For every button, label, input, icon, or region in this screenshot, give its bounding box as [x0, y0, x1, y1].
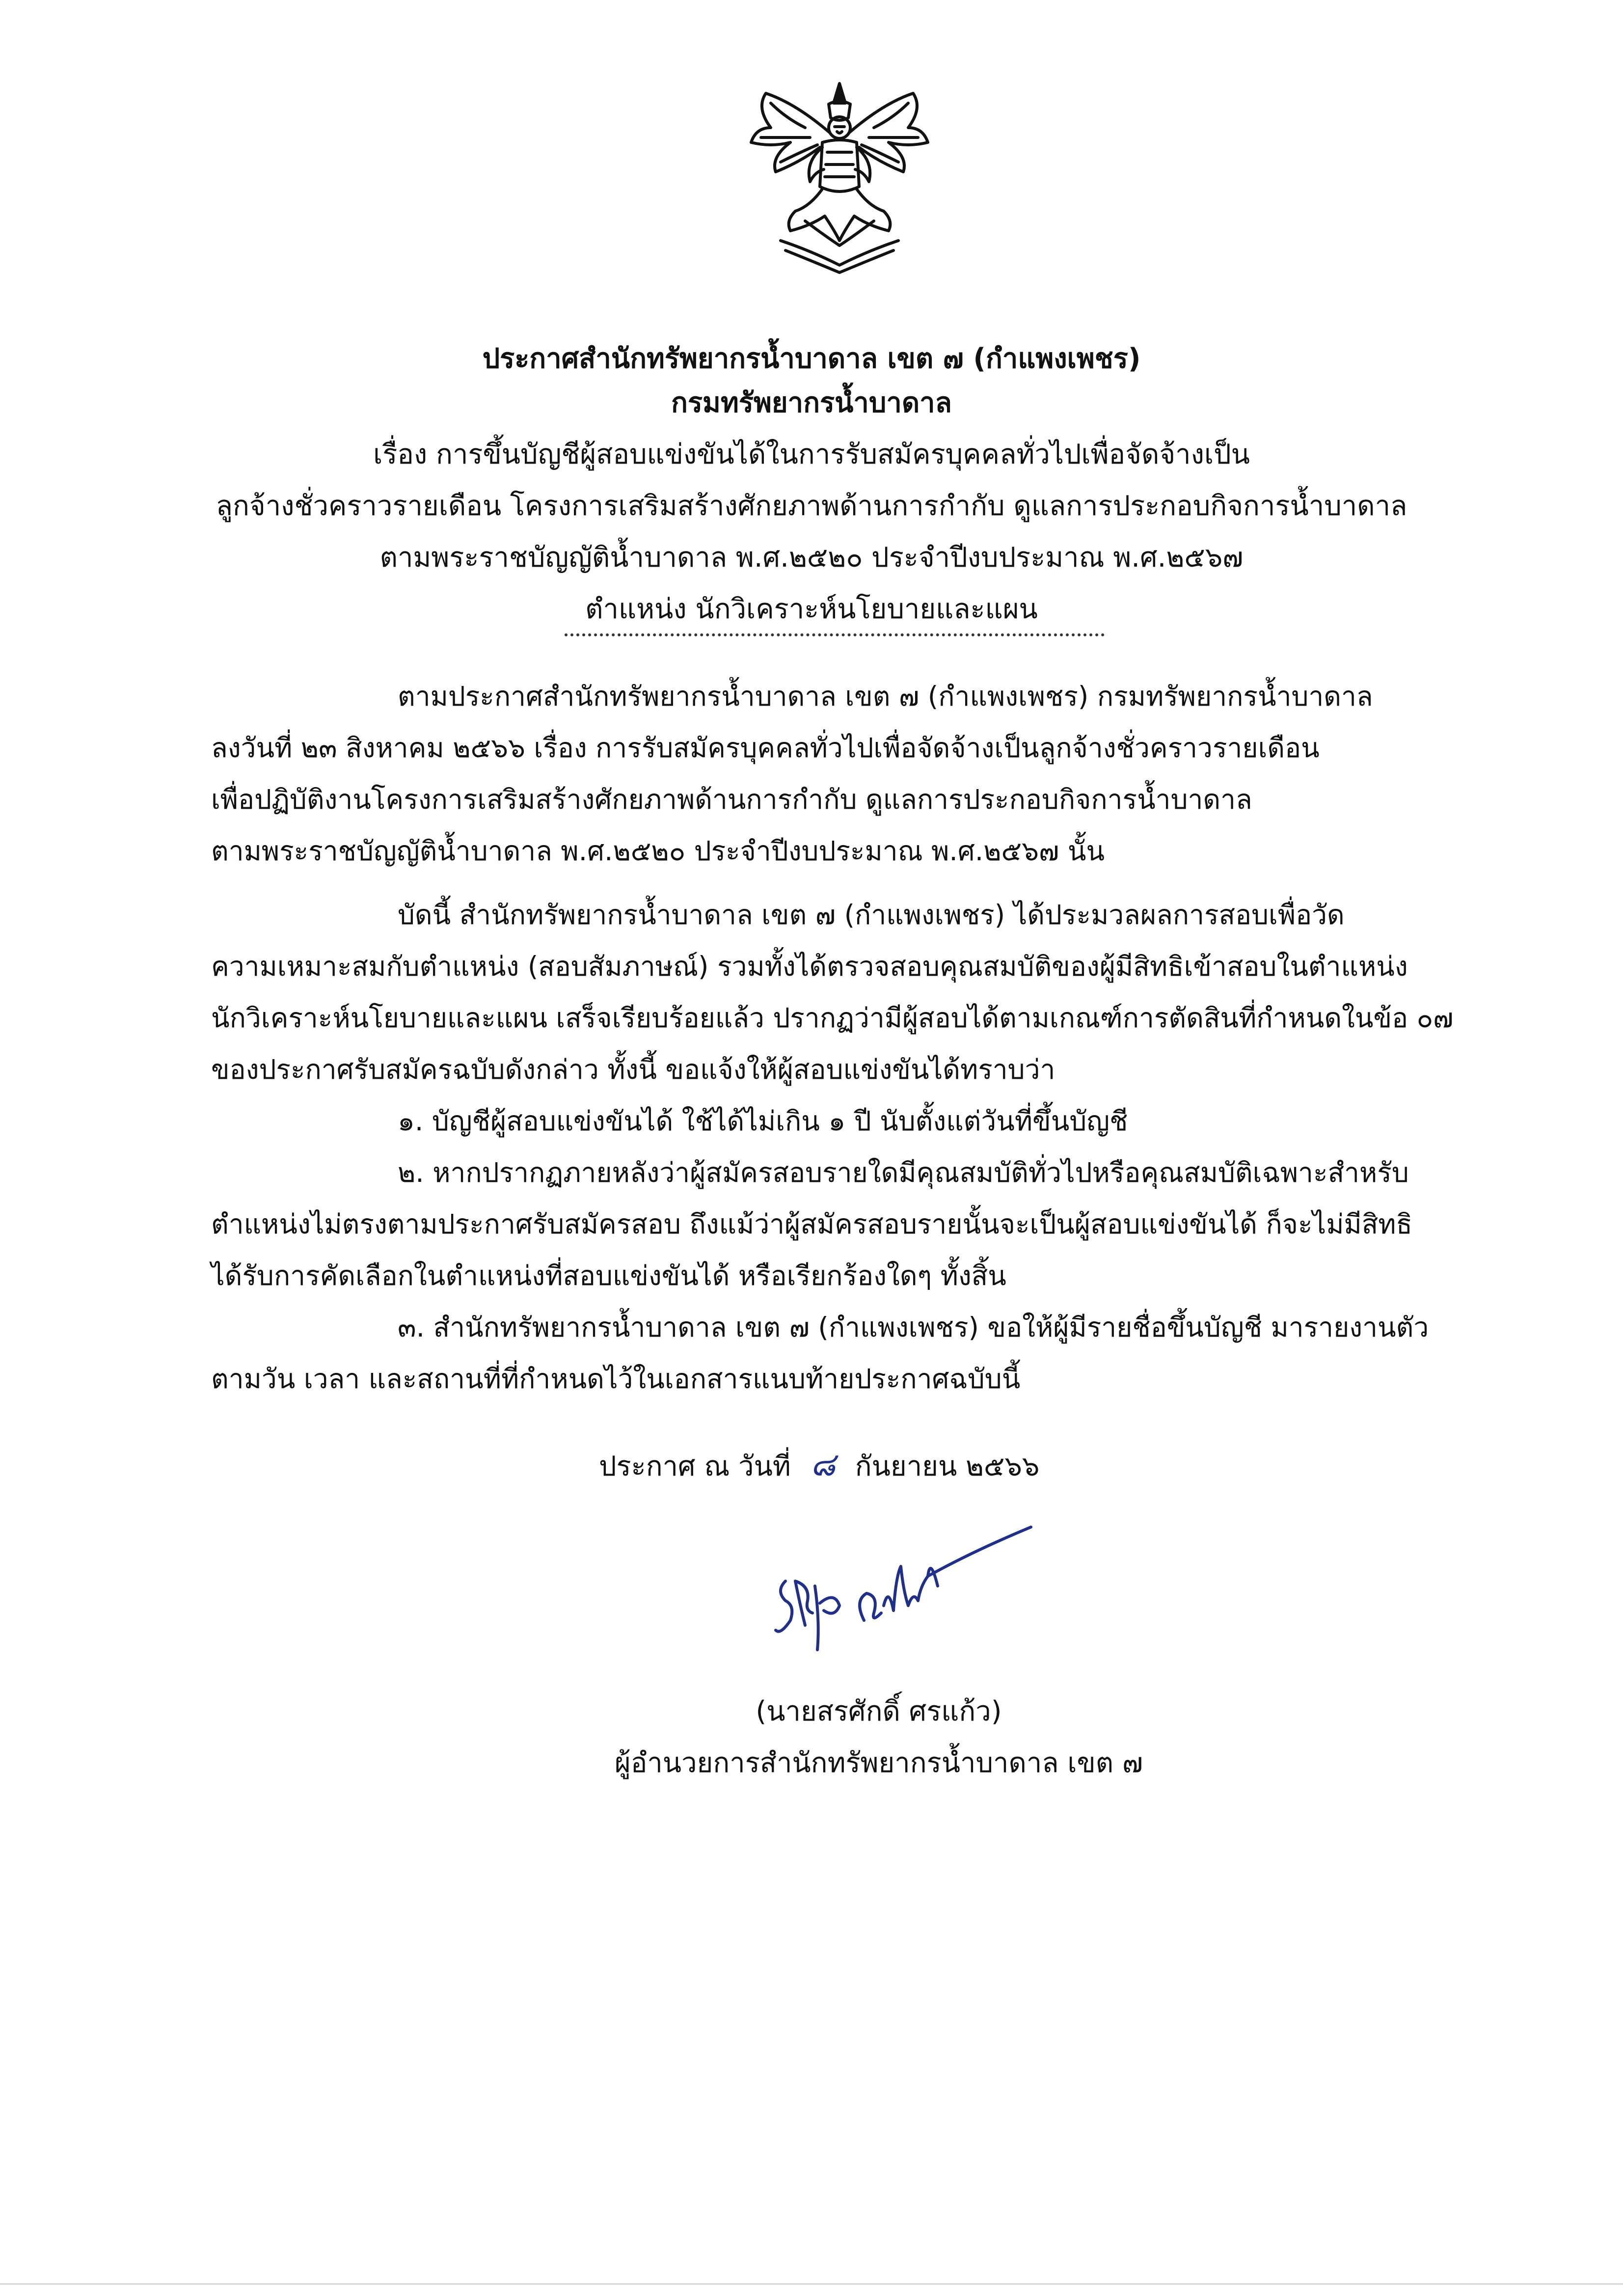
- paragraph-1-line-3: เพื่อปฏิบัติงานโครงการเสริมสร้างศักยภาพด้านการกำกับ ดูแลการประกอบกิจการน้ำบาดาล: [211, 784, 1252, 815]
- paragraph-2-line-2: ความเหมาะสมกับตำแหน่ง (สอบสัมภาษณ์) รวมทั้งได้ตรวจสอบคุณสมบัติของผู้มีสิทธิเข้าสอบในตำแหน่ง: [211, 951, 1408, 982]
- signatory-title: ผู้อำนวยการสำนักทรัพยากรน้ำบาดาล เขต ๗: [614, 1747, 1143, 1779]
- announcement-date: [599, 1439, 1039, 1490]
- paragraph-1-line-2: ลงวันที่ ๒๓ สิงหาคม ๒๕๖๖ เรื่อง การรับสมัครบุคคลทั่วไปเพื่อจัดจ้างเป็นลูกจ้างชั่วคราวรายเดือน: [211, 732, 1320, 764]
- subject-line-2: ลูกจ้างชั่วคราวรายเดือน โครงการเสริมสร้างศักยภาพด้านการกำกับ ดูแลการประกอบกิจการน้ำบาดาล: [216, 490, 1407, 522]
- department-heading: กรมทรัพยากรน้ำบาดาล: [671, 387, 952, 419]
- item-2-line-1: ๒. หากปรากฏภายหลังว่าผู้สมัครสอบรายใดมีคุณสมบัติทั่วไปหรือคุณสมบัติเฉพาะสำหรับ: [398, 1157, 1409, 1188]
- garuda-emblem-icon: [736, 74, 943, 280]
- subject-line-1: เรื่อง การขึ้นบัญชีผู้สอบแข่งขันได้ในการรับสมัครบุคคลทั่วไปเพื่อจัดจ้างเป็น: [373, 438, 1250, 470]
- date-prefix: ประกาศ ณ วันที่: [599, 1450, 791, 1482]
- paragraph-2-line-4: ของประกาศรับสมัครฉบับดังกล่าว ทั้งนี้ ขอแจ้งให้ผู้สอบแข่งขันได้ทราบว่า: [211, 1054, 1055, 1085]
- handwritten-day: ๘: [810, 1446, 836, 1483]
- dotted-divider: [565, 633, 1105, 636]
- paragraph-2-line-1: บัดนี้ สำนักทรัพยากรน้ำบาดาล เขต ๗ (กำแพงเพชร) ได้ประมวลผลการสอบเพื่อวัด: [398, 899, 1345, 930]
- item-2-line-3: ได้รับการคัดเลือกในตำแหน่งที่สอบแข่งขันได้ หรือเรียกร้องใดๆ ทั้งสิ้น: [211, 1260, 1006, 1291]
- item-3-line-1: ๓. สำนักทรัพยากรน้ำบาดาล เขต ๗ (กำแพงเพชร) ขอให้ผู้มีรายชื่อขึ้นบัญชี มารายงานตัว: [398, 1312, 1429, 1343]
- announcement-heading: ประกาศสำนักทรัพยากรน้ำบาดาล เขต ๗ (กำแพงเพชร): [482, 343, 1141, 375]
- signatory-name: (นายสรศักดิ์ ศรแก้ว): [756, 1695, 1002, 1727]
- item-2-line-2: ตำแหน่งไม่ตรงตามประกาศรับสมัครสอบ ถึงแม้ว่าผู้สมัครสอบรายนั้นจะเป็นผู้สอบแข่งขันได้ ก็จะไม่มีสิทธิ: [211, 1208, 1413, 1240]
- paragraph-2-line-3: นักวิเคราะห์นโยบายและแผน เสร็จเรียบร้อยแล้ว ปรากฏว่ามีผู้สอบได้ตามเกณฑ์การตัดสินที่กำหนดในข้อ ๐๗: [211, 1002, 1454, 1034]
- item-1: ๑. บัญชีผู้สอบแข่งขันได้ ใช้ได้ไม่เกิน ๑ ปี นับตั้งแต่วันที่ขึ้นบัญชี: [398, 1105, 1128, 1137]
- paragraph-1-line-4: ตามพระราชบัญญัติน้ำบาดาล พ.ศ.๒๕๒๐ ประจำปีงบประมาณ พ.ศ.๒๕๖๗ นั้น: [211, 835, 1105, 867]
- paragraph-1-line-1: ตามประกาศสำนักทรัพยากรน้ำบาดาล เขต ๗ (กำแพงเพชร) กรมทรัพยากรน้ำบาดาล: [398, 681, 1373, 712]
- page-bottom-edge: [0, 2283, 1623, 2285]
- position-line: ตำแหน่ง นักวิเคราะห์นโยบายและแผน: [585, 593, 1038, 625]
- subject-line-3: ตามพระราชบัญญัติน้ำบาดาล พ.ศ.๒๕๒๐ ประจำปีงบประมาณ พ.ศ.๒๕๖๗: [379, 542, 1244, 574]
- item-3-line-2: ตามวัน เวลา และสถานที่ที่กำหนดไว้ในเอกสารแนบท้ายประกาศฉบับนี้: [211, 1363, 1021, 1394]
- date-month-year: กันยายน ๒๕๖๖: [855, 1450, 1040, 1482]
- handwritten-signature: [766, 1507, 1041, 1655]
